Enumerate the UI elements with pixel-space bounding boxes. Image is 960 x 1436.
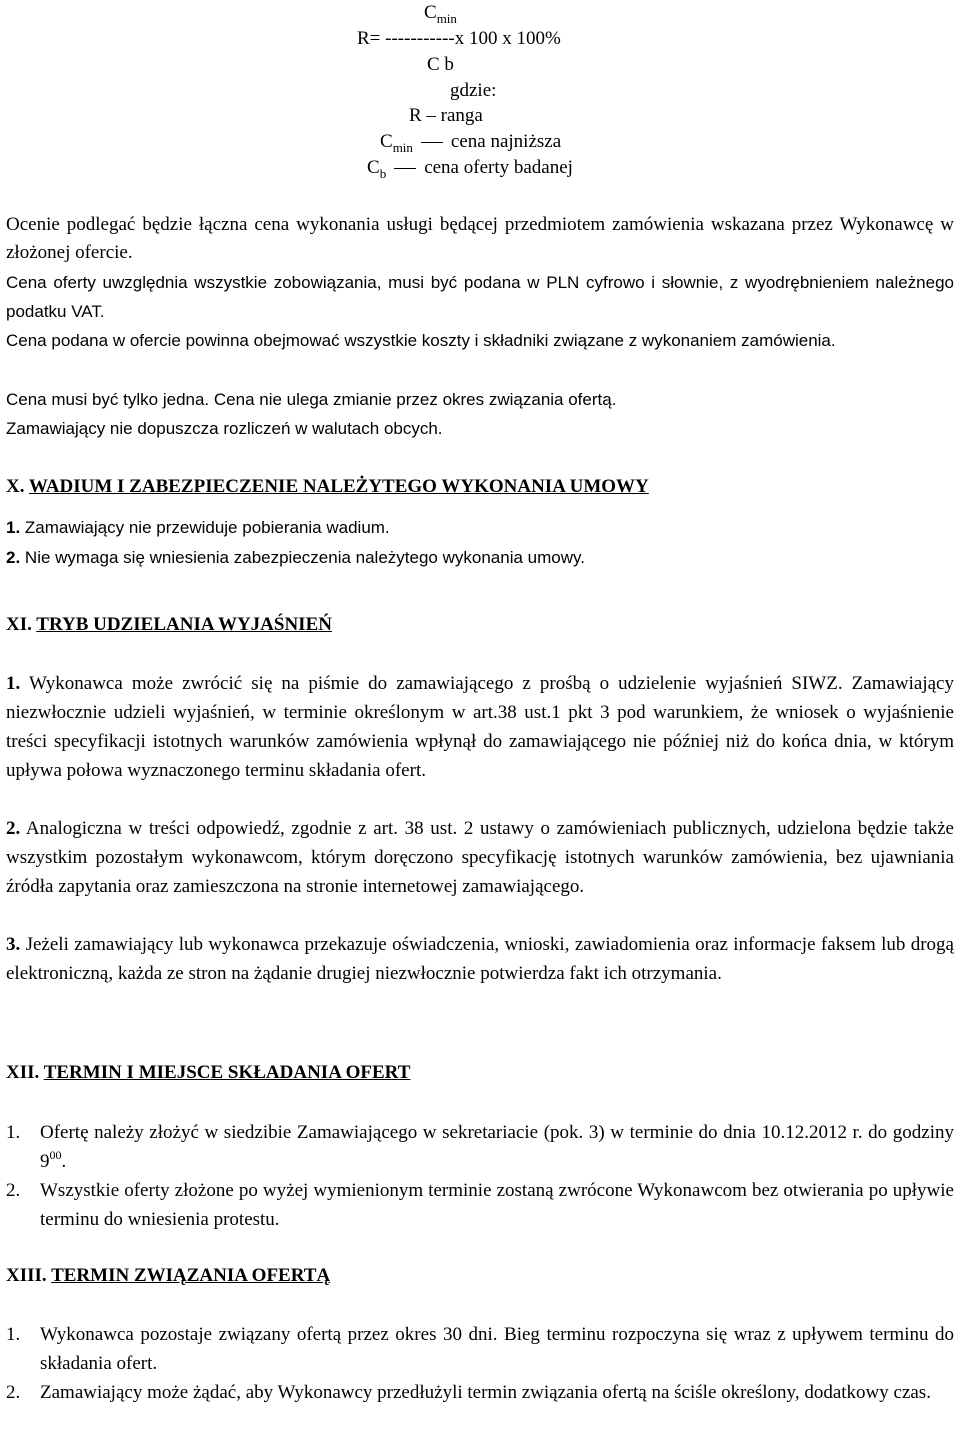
- formula-numerator: $C_{min}$: [424, 2, 457, 26]
- formula-legend-cmin: $C_{min}$ cena najniższa: [380, 131, 562, 155]
- formula-legend-intro: gdzie:: [450, 80, 497, 101]
- section-xii-item-2: 2. Wszystkie oferty złożone po wyżej wymienionym terminie zostaną zwrócone Wykonawcom bez otwierania po upływie terminu do wniesienia protestu.: [6, 1180, 954, 1230]
- section-xiii-heading: XIII. TERMIN ZWIĄZANIA OFERTĄ: [6, 1265, 331, 1286]
- section-xi-item-1: 1. Wykonawca może zwrócić się na piśmie do zamawiającego z prośbą o udzielenie wyjaśnień SIWZ. Zamawiający niezwłocznie udzieli wyjaśnień, w terminie określonym w art.38 ust.1 pkt 3 pod warunkiem, że wniosek o wyjaśnienie treści specyfikacji istotnych warunków zamówienia wpłynął do zamawiającego nie później niż do końca dnia, w którym upływa połowa wyznaczonego terminu składania ofert.: [6, 673, 954, 781]
- section-x-heading: X. WADIUM I ZABEZPIECZENIE NALEŻYTEGO WYKONANIA UMOWY: [6, 476, 649, 497]
- formula-denominator: C b: [427, 54, 454, 75]
- section-xiii-item-2: 2. Zamawiający może żądać, aby Wykonawcy przedłużyli termin związania ofertą na ściśle określony, dodatkowy czas.: [6, 1382, 931, 1403]
- formula-equation: R= -----------x 100 x 100%: [357, 28, 561, 49]
- section-xi-item-2: 2. Analogiczna w treści odpowiedź, zgodnie z art. 38 ust. 2 ustawy o zamówieniach publicznych, udzielona będzie także wszystkim pozostałym wykonawcom, którym doręczono specyfikację istotnych warunków zamówienia, bez ujawniania źródła zapytania oraz zamieszczona na stronie internetowej zamawiającego.: [6, 818, 954, 897]
- price-paragraph-4: Cena musi być tylko jedna. Cena nie ulega zmianie przez okres związania ofertą.: [6, 390, 617, 409]
- section-xii-item-1: 1. Ofertę należy złożyć w siedzibie Zamawiającego w sekretariacie (pok. 3) w terminie do dnia 10.12.2012 r. do godziny $9^{00}$.: [6, 1122, 954, 1172]
- formula-legend-r: R – ranga: [409, 105, 483, 126]
- section-xi-item-3: 3. Jeżeli zamawiający lub wykonawca przekazuje oświadczenia, wnioski, zawiadomienia oraz informacje faksem lub drogą elektroniczną, każda ze stron na żądanie drugiej niezwłocznie potwierdza fakt ich otrzymania.: [6, 934, 954, 984]
- price-paragraph-2: Cena oferty uwzględnia wszystkie zobowiązania, musi być podana w PLN cyfrowo i słownie, z wyodrębnieniem należnego podatku VAT.: [6, 273, 954, 321]
- section-xiii-item-1: 1. Wykonawca pozostaje związany ofertą przez okres 30 dni. Bieg terminu rozpoczyna się wraz z upływem terminu do składania ofert.: [6, 1324, 954, 1374]
- section-xi-heading: XI. TRYB UDZIELANIA WYJAŚNIEŃ: [6, 614, 332, 635]
- formula-legend-cb: $C_b$ cena oferty badanej: [367, 157, 573, 181]
- section-x-item-2: 2. Nie wymaga się wniesienia zabezpieczenia należytego wykonania umowy.: [6, 548, 585, 567]
- section-x-item-1: 1. Zamawiający nie przewiduje pobierania wadium.: [6, 518, 390, 537]
- price-paragraph-3: Cena podana w ofercie powinna obejmować wszystkie koszty i składniki związane z wykonaniem zamówienia.: [6, 331, 836, 350]
- section-xii-heading: XII. TERMIN I MIEJSCE SKŁADANIA OFERT: [6, 1062, 411, 1083]
- price-paragraph-1: Ocenie podlegać będzie łączna cena wykonania usługi będącej przedmiotem zamówienia wskazana przez Wykonawcę w złożonej ofercie.: [6, 214, 954, 263]
- price-paragraph-5: Zamawiający nie dopuszcza rozliczeń w walutach obcych.: [6, 419, 443, 438]
